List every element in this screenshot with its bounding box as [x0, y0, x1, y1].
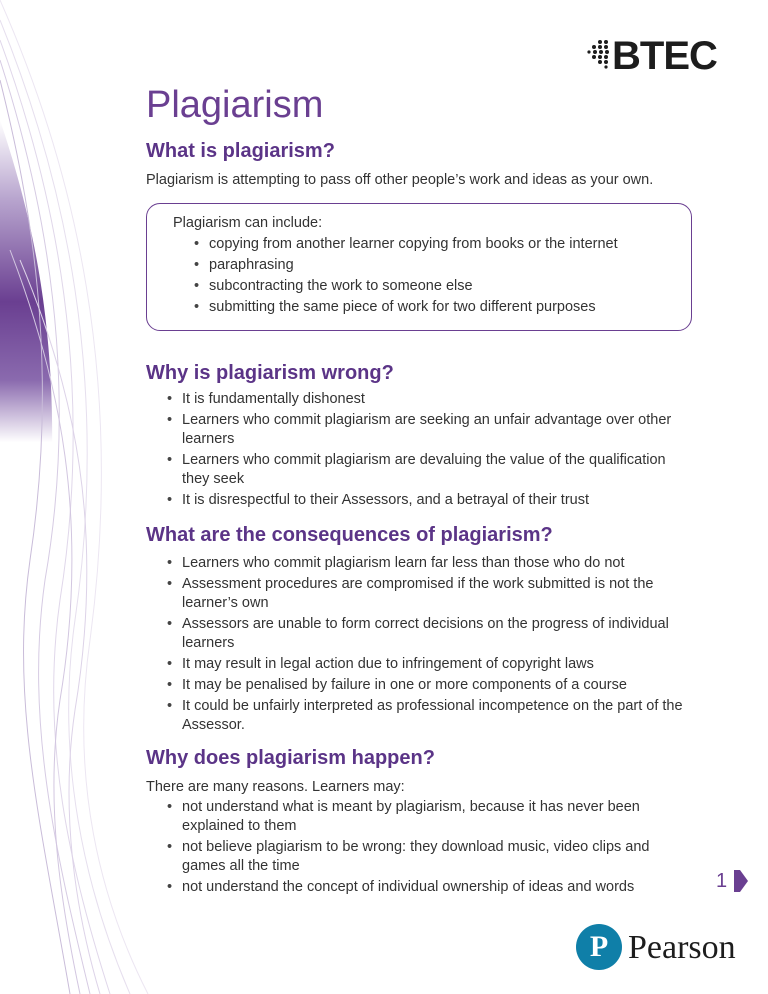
list-item: • Learners who commit plagiarism are devaluing the value of the qualification they seek	[182, 451, 692, 489]
list-item: • Assessment procedures are compromised if the work submitted is not the learner’s own	[182, 575, 692, 613]
list-item: • Learners who commit plagiarism are seeking an unfair advantage over other learners	[182, 411, 692, 449]
document-body	[146, 82, 706, 895]
list-item: • It may be penalised by failure in one or more components of a course	[182, 676, 692, 695]
section-text-why-happen: There are many reasons. Learners may:	[146, 779, 405, 795]
section-heading-what: What is plagiarism?	[146, 140, 335, 162]
list-item: • subcontracting the work to someone else	[209, 277, 689, 296]
list-item: • not understand what is meant by plagiarism, because it has never been explained to them	[182, 798, 692, 836]
pearson-badge-icon	[576, 924, 622, 970]
list-item: • paraphrasing	[209, 256, 689, 275]
decorative-swoosh	[0, 0, 150, 994]
section-heading-why-happen: Why does plagiarism happen?	[146, 747, 435, 769]
list-item: • It could be unfairly interpreted as professional incompetence on the part of the Assessor.	[182, 697, 692, 735]
btec-wordmark: BTEC	[612, 34, 717, 78]
pearson-badge-letter: P	[589, 930, 609, 963]
pearson-logo	[576, 924, 746, 974]
consequences-list	[182, 554, 692, 737]
next-page-arrow-icon[interactable]	[734, 870, 748, 892]
box-list	[209, 235, 689, 319]
list-item: • It may result in legal action due to infringement of copyright laws	[182, 655, 692, 674]
section-text-what: Plagiarism is attempting to pass off other people’s work and ideas as your own.	[146, 172, 654, 188]
list-item: • submitting the same piece of work for two different purposes	[209, 298, 689, 317]
section-heading-why-wrong: Why is plagiarism wrong?	[146, 362, 394, 384]
plagiarism-includes-box	[146, 203, 692, 331]
list-item: • not believe plagiarism to be wrong: they download music, video clips and games all the time	[182, 838, 692, 876]
page-title: Plagiarism	[146, 84, 324, 126]
why-happen-list	[182, 798, 692, 899]
pearson-wordmark: Pearson	[628, 929, 736, 966]
list-item: • Assessors are unable to form correct decisions on the progress of individual learners	[182, 615, 692, 653]
list-item: • Learners who commit plagiarism learn far less than those who do not	[182, 554, 692, 573]
section-heading-consequences: What are the consequences of plagiarism?	[146, 524, 553, 546]
page-number: 1	[716, 870, 728, 892]
btec-dots-icon	[586, 34, 614, 74]
list-item: • copying from another learner copying from books or the internet	[209, 235, 689, 254]
list-item: • It is disrespectful to their Assessors, and a betrayal of their trust	[182, 491, 692, 510]
list-item: • not understand the concept of individual ownership of ideas and words	[182, 878, 692, 897]
box-intro: Plagiarism can include:	[173, 215, 323, 231]
why-wrong-list	[182, 390, 692, 512]
list-item: • It is fundamentally dishonest	[182, 390, 692, 409]
btec-logo	[586, 34, 726, 78]
